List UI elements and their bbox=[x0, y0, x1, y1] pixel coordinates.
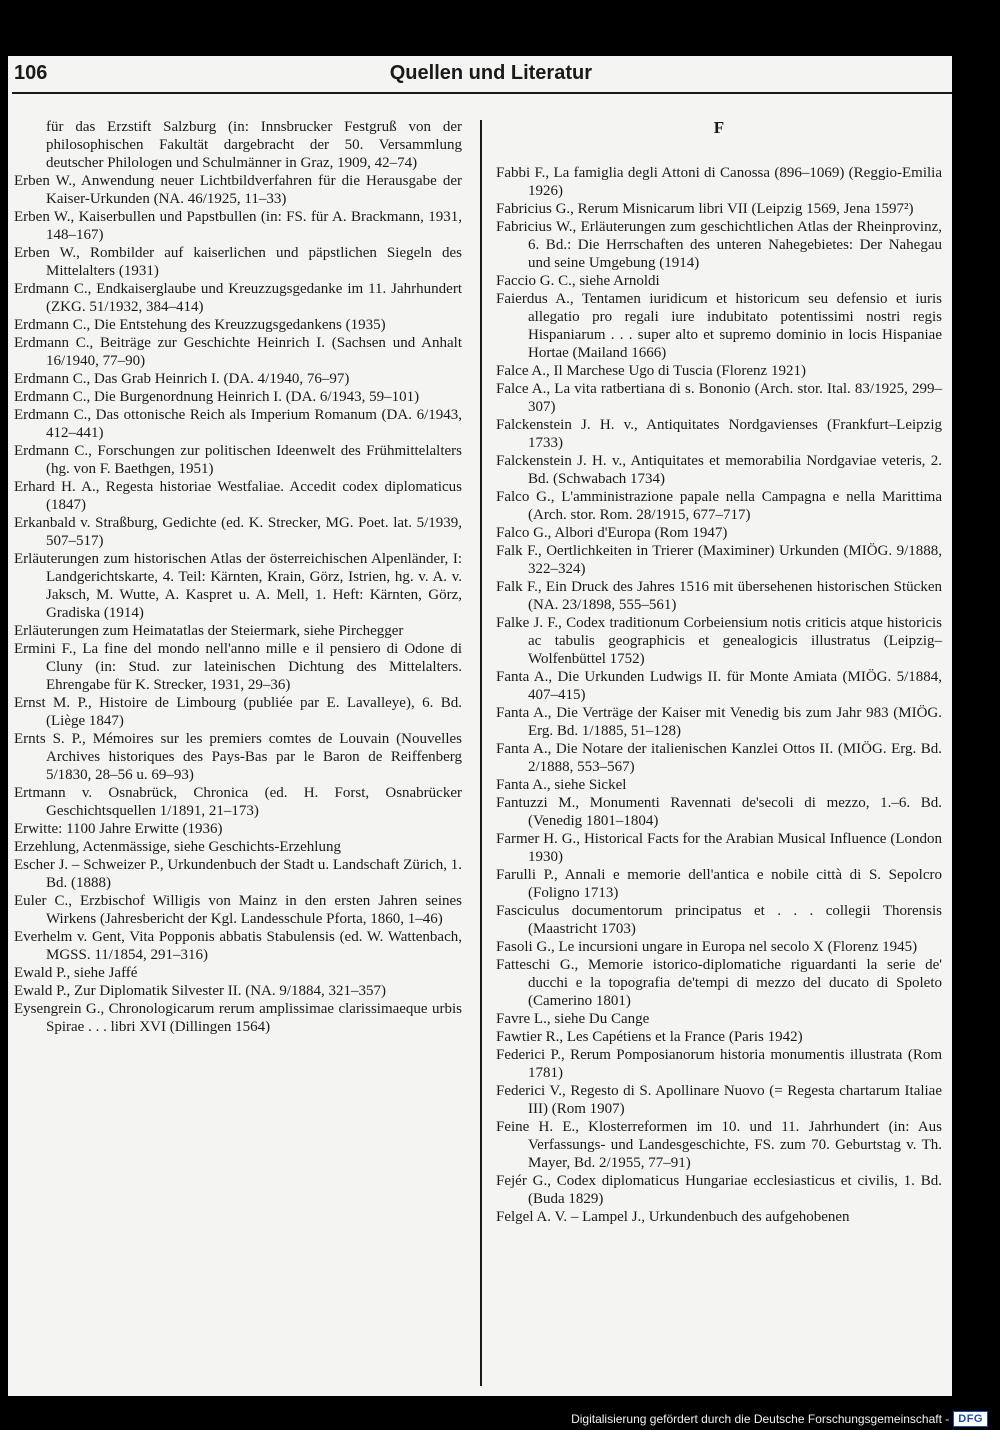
bibliography-entry: Farmer H. G., Historical Facts for the Arabian Musical Influence (London 1930) bbox=[496, 831, 942, 865]
bibliography-entry: Erdmann C., Die Entstehung des Kreuzzugsgedankens (1935) bbox=[14, 317, 386, 333]
bibliography-entry: Falckenstein J. H. v., Antiquitates Nordgavienses (Frankfurt–Leipzig 1733) bbox=[496, 417, 942, 451]
bibliography-entry: Falk F., Oertlichkeiten in Trierer (Maximiner) Urkunden (MIÖG. 9/1888, 322–324) bbox=[496, 543, 942, 577]
bibliography-entry: Fabricius G., Rerum Misnicarum libri VII (Leipzig 1569, Jena 1597²) bbox=[496, 201, 914, 217]
header-rule bbox=[12, 92, 952, 94]
section-letter: F bbox=[713, 118, 725, 137]
running-title: Quellen und Literatur bbox=[389, 62, 592, 84]
bibliography-entry: Erdmann C., Das ottonische Reich als Imperium Romanum (DA. 6/1943, 412–441) bbox=[14, 407, 462, 441]
page-header bbox=[8, 56, 952, 96]
bibliography-entry: Erwitte: 1100 Jahre Erwitte (1936) bbox=[14, 821, 223, 837]
bibliography-entry: Falco G., L'amministrazione papale nella Campagna e nella Marittima (Arch. stor. Rom. 28/1915, 677–717) bbox=[496, 489, 942, 523]
bibliography-entry: Faierdus A., Tentamen iuridicum et historicum seu defensio et iuris allegatio pro regali iure indubitato potentissimi nostri regis Hispaniarum . . . super alto et supremo dominio in locis Hispaniae Hortae (Mailand 1666) bbox=[496, 291, 942, 361]
bibliography-entry: Falk F., Ein Druck des Jahres 1516 mit übersehenen historischen Stücken (NA. 23/1898, 555–561) bbox=[496, 579, 942, 613]
bibliography-entry: Fabricius W., Erläuterungen zum geschichtlichen Atlas der Rheinprovinz, 6. Bd.: Die Herrschaften des unteren Nahegebietes: Der Nahegau und seine Umgebung (1914) bbox=[496, 219, 942, 271]
bibliography-entry: Erkanbald v. Straßburg, Gedichte (ed. K. Strecker, MG. Poet. lat. 5/1939, 507–517) bbox=[14, 515, 462, 549]
bibliography-entry: Erläuterungen zum historischen Atlas der österreichischen Alpenländer, I: Landgerichtskarte, 4. Teil: Kärnten, Krain, Görz, Istrien, hg. v. A. v. Jaksch, M. Wutte, A. Kaspret u. A. Mell, 1. Heft: Kärnten, Görz, Gradiska (1914) bbox=[14, 551, 462, 621]
bibliography-entry: Fejér G., Codex diplomaticus Hungariae ecclesiasticus et civilis, 1. Bd. (Buda 1829) bbox=[496, 1173, 942, 1207]
bibliography-entry: Fantuzzi M., Monumenti Ravennati de'secoli di mezzo, 1.–6. Bd. (Venedig 1801–1804) bbox=[496, 795, 942, 829]
bibliography-entry: Eysengrein G., Chronologicarum rerum amplissimae clarissimaeque urbis Spirae . . . libri XVI (Dillingen 1564) bbox=[14, 1001, 462, 1035]
left-column bbox=[14, 118, 462, 1036]
bibliography-entry: Erhard H. A., Regesta historiae Westfaliae. Accedit codex diplomaticus (1847) bbox=[14, 479, 462, 513]
bibliography-entry: Federici P., Rerum Pomposianorum historia monumentis illustrata (Rom 1781) bbox=[496, 1047, 942, 1081]
bibliography-entry: Euler C., Erzbischof Willigis von Mainz in den ersten Jahren seines Wirkens (Jahresbericht der Kgl. Landesschule Pforta, 1860, 1–46) bbox=[14, 893, 462, 927]
bibliography-entry: Falce A., La vita ratbertiana di s. Bononio (Arch. stor. Ital. 83/1925, 299–307) bbox=[496, 381, 942, 415]
bibliography-entry: Ermini F., La fine del mondo nell'anno mille e il pensiero di Odone di Cluny (in: Stud. zur lateinischen Dichtung des Mittelalters. Ehrengabe für K. Strecker, 1931, 29–36) bbox=[14, 641, 462, 693]
bibliography-entry: Fabbi F., La famiglia degli Attoni di Canossa (896–1069) (Reggio-Emilia 1926) bbox=[496, 165, 942, 199]
bibliography-entry: Falckenstein J. H. v., Antiquitates et memorabilia Nordgaviae veteris, 2. Bd. (Schwabach 1734) bbox=[496, 453, 942, 487]
bibliography-entry: Erdmann C., Forschungen zur politischen Ideenwelt des Frühmittelalters (hg. von F. Baethgen, 1951) bbox=[14, 443, 462, 477]
bibliography-entry: Ernts S. P., Mémoires sur les premiers comtes de Louvain (Nouvelles Archives historiques des Pays-Bas par le Baron de Reiffenberg 5/1830, 28–56 u. 69–93) bbox=[14, 731, 462, 783]
bibliography-entry: Farulli P., Annali e memorie dell'antica e nobile città di S. Sepolcro (Foligno 1713) bbox=[496, 867, 942, 901]
bibliography-entry: Feine H. E., Klosterreformen im 10. und 11. Jahrhundert (in: Aus Verfassungs- und Landesgeschichte, FS. zum 70. Geburtstag v. Th. Mayer, Bd. 2/1955, 77–91) bbox=[496, 1119, 942, 1171]
bibliography-entry: Erben W., Kaiserbullen und Papstbullen (in: FS. für A. Brackmann, 1931, 148–167) bbox=[14, 209, 462, 243]
bibliography-entry: Fanta A., siehe Sickel bbox=[496, 777, 627, 793]
bibliography-entry: Fasciculus documentorum principatus et . . . collegii Thorensis (Maastricht 1703) bbox=[496, 903, 942, 937]
bibliography-entry: Fanta A., Die Urkunden Ludwigs II. für Monte Amiata (MIÖG. 5/1884, 407–415) bbox=[496, 669, 942, 703]
bibliography-entry: Favre L., siehe Du Cange bbox=[496, 1011, 650, 1027]
bibliography-entry: Fasoli G., Le incursioni ungare in Europa nel secolo X (Florenz 1945) bbox=[496, 939, 918, 955]
digitization-footer bbox=[571, 1411, 988, 1427]
bibliography-entry: Faccio G. C., siehe Arnoldi bbox=[496, 273, 660, 289]
bibliography-entry: Erzehlung, Actenmässige, siehe Geschichts-Erzehlung bbox=[14, 839, 341, 855]
right-entry-list bbox=[496, 164, 942, 1226]
bibliography-entry: Erläuterungen zum Heimatatlas der Steiermark, siehe Pirchegger bbox=[14, 623, 404, 639]
document-page bbox=[8, 56, 952, 1396]
bibliography-entry: Fanta A., Die Verträge der Kaiser mit Venedig bis zum Jahr 983 (MIÖG. Erg. Bd. 1/1885, 51–128) bbox=[496, 705, 942, 739]
bibliography-entry: Ewald P., Zur Diplomatik Silvester II. (NA. 9/1884, 321–357) bbox=[14, 983, 387, 999]
bibliography-entry: für das Erzstift Salzburg (in: Innsbrucker Festgruß von der philosophischen Fakultät dargebracht der 50. Versammlung deutscher Philologen und Schulmänner in Graz, 1909, 42–74) bbox=[46, 119, 462, 171]
right-column bbox=[496, 118, 942, 1226]
bibliography-entry: Ernst M. P., Histoire de Limbourg (publiée par E. Lavalleye), 6. Bd. (Liège 1847) bbox=[14, 695, 462, 729]
bibliography-entry: Erdmann C., Das Grab Heinrich I. (DA. 4/1940, 76–97) bbox=[14, 371, 350, 387]
bibliography-entry: Fanta A., Die Notare der italienischen Kanzlei Ottos II. (MIÖG. Erg. Bd. 2/1888, 553–567) bbox=[496, 741, 942, 775]
bibliography-entry: Erdmann C., Beiträge zur Geschichte Heinrich I. (Sachsen und Anhalt 16/1940, 77–90) bbox=[14, 335, 462, 369]
bibliography-entry: Erdmann C., Endkaiserglaube und Kreuzzugsgedanke im 11. Jahrhundert (ZKG. 51/1932, 384–414) bbox=[14, 281, 462, 315]
bibliography-entry: Erben W., Rombilder auf kaiserlichen und päpstlichen Siegeln des Mittelalters (1931) bbox=[14, 245, 462, 279]
bibliography-entry: Falco G., Albori d'Europa (Rom 1947) bbox=[496, 525, 728, 541]
bibliography-entry: Escher J. – Schweizer P., Urkundenbuch der Stadt u. Landschaft Zürich, 1. Bd. (1888) bbox=[14, 857, 462, 891]
footer-text: Digitalisierung gefördert durch die Deutsche Forschungsgemeinschaft - bbox=[571, 1412, 950, 1426]
bibliography-entry: Ewald P., siehe Jaffé bbox=[14, 965, 138, 981]
bibliography-entry: Federici V., Regesto di S. Apollinare Nuovo (= Regesta chartarum Italiae III) (Rom 1907) bbox=[496, 1083, 942, 1117]
bibliography-entry: Fatteschi G., Memorie istorico-diplomatiche riguardanti la serie de' ducchi e la topografia de'tempi di mezzo del ducato di Spoleto (Camerino 1801) bbox=[496, 957, 942, 1009]
page-number: 106 bbox=[14, 62, 48, 84]
bibliography-entry: Felgel A. V. – Lampel J., Urkundenbuch des aufgehobenen bbox=[496, 1209, 850, 1225]
column-divider bbox=[480, 120, 482, 1386]
bibliography-entry: Erdmann C., Die Burgenordnung Heinrich I. (DA. 6/1943, 59–101) bbox=[14, 389, 420, 405]
bibliography-entry: Erben W., Anwendung neuer Lichtbildverfahren für die Herausgabe der Kaiser-Urkunden (NA. 46/1925, 11–33) bbox=[14, 173, 462, 207]
bibliography-entry: Fawtier R., Les Capétiens et la France (Paris 1942) bbox=[496, 1029, 803, 1045]
bibliography-entry: Everhelm v. Gent, Vita Popponis abbatis Stabulensis (ed. W. Wattenbach, MGSS. 11/1854, 291–316) bbox=[14, 929, 462, 963]
bibliography-entry: Ertmann v. Osnabrück, Chronica (ed. H. Forst, Osnabrücker Geschichtsquellen 1/1891, 21–173) bbox=[14, 785, 462, 819]
dfg-logo: DFG bbox=[953, 1411, 988, 1427]
bibliography-entry: Falke J. F., Codex traditionum Corbeiensium notis criticis atque historicis ac tabulis geographicis et genealogicis illustratus (Leipzig–Wolfenbüttel 1752) bbox=[496, 615, 942, 667]
bibliography-entry: Falce A., Il Marchese Ugo di Tuscia (Florenz 1921) bbox=[496, 363, 806, 379]
